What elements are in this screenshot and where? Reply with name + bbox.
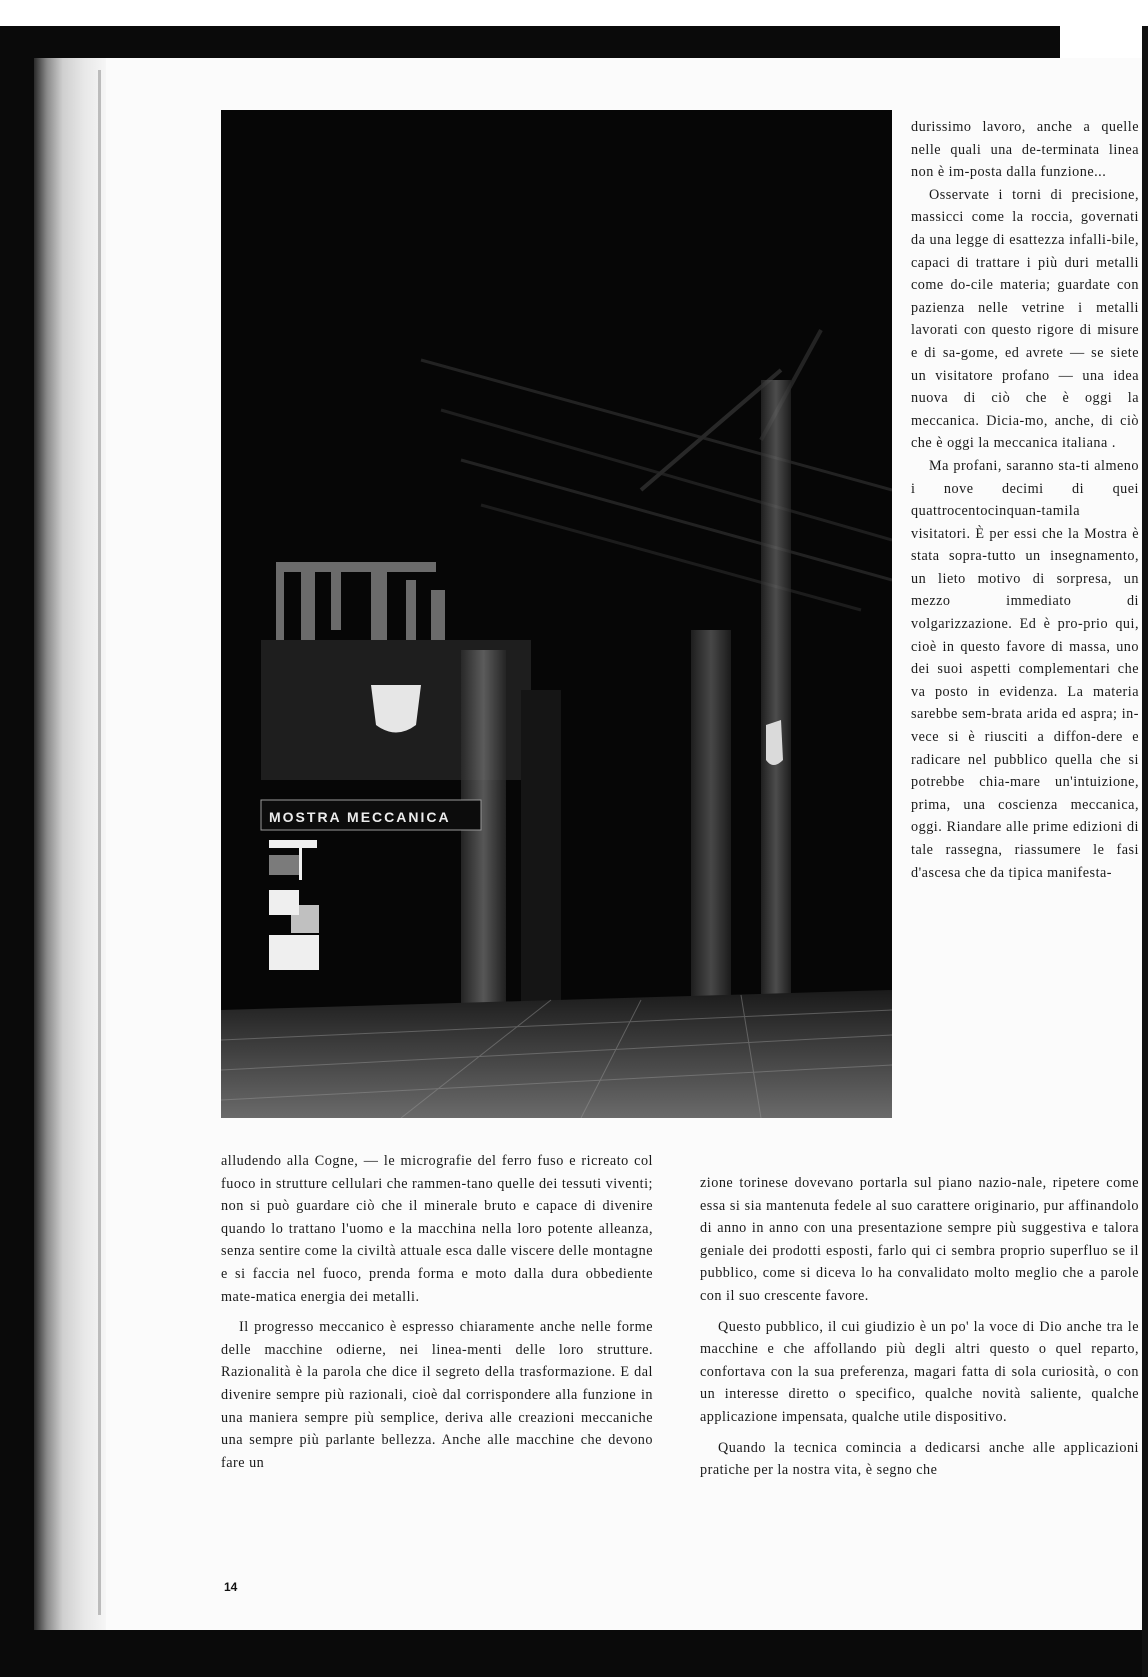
scan-border-right [1142, 26, 1148, 1677]
exhibition-photo [221, 110, 892, 1118]
page-edge [98, 70, 101, 1615]
scan-margin-top [0, 0, 1148, 28]
paragraph: Questo pubblico, il cui giudizio è un po' la voce di Dio anche tra le macchine e che affollando più degli altri questo o quel reparto, confortava con la sua preferenza, magari fatta di sola curiosità, o con un interesse diretto o specifico, qualche novità saliente, qualche applicazione impensata, qualche utile dispositivo. [700, 1318, 1139, 1425]
paragraph: zione torinese dovevano portarla sul piano nazio-nale, ripetere come essa si sia mantenuta fedele al suo carattere originario, pur affinandolo di anno in anno con una presentazione sempre più suggestiva e talora geniale dei prodotti esposti, farlo qui ci sembra proprio superfluo se il pubblico, come si diceva lo ha convalidato molto meglio che a parole con il suo crescente favore. [700, 1175, 1139, 1304]
scan-border-top [0, 26, 1060, 58]
paragraph: alludendo alla Cogne, — le micrografie del ferro fuso e ricreato col fuoco in strutture cellulari che rammen-tano quelle dei tessuti viventi; non si può guardare ciò che il minerale bruto e capace di divenire quando lo trattano l'uomo e la macchina nella loro potente alleanza, senza sentire come la civiltà attuale esca dalle viscere delle montagne e si faccia nel fuoco, prenda forma e moto dalla dura obbediente mate-matica energia dei metalli. [221, 1153, 653, 1305]
sign-text: MOSTRA MECCANICA [269, 809, 451, 825]
page-number: 14 [224, 1580, 238, 1594]
paragraph: Quando la tecnica comincia a dedicarsi anche alle applicazioni pratiche per la nostra vita, è segno che [700, 1439, 1139, 1479]
paragraph: Ma profani, saranno sta-ti almeno i nove decimi di quei quattrocentocinquan-tamila visitatori. È per essi che la Mostra è stata sopra-tutto un insegnamento, un lieto motivo di sorpresa, un mezzo immediato di volgarizzazione. Ed è pro-prio qui, cioè in questo favore di massa, uno dei suoi aspetti complementari che va posto in evidenza. La materia sarebbe sem-brata arida ed aspra; in-vece si è riusciti a diffon-dere e radicare nel pubblico quella che si potrebbe chia-mare un'intuizione, prima, una coscienza meccanica, oggi. Riandare alle prime edizioni di tale rassegna, riassumere le fasi d'ascesa che da tipica manifesta- [911, 457, 1139, 881]
text-column-right-top [911, 116, 1139, 884]
exhibition-photo-drawing [221, 110, 892, 1118]
text-column-right-bottom [700, 1172, 1139, 1482]
lamp-right [766, 720, 783, 765]
book-spine-shadow [34, 58, 106, 1630]
scan-border-left [0, 26, 34, 1677]
scan-border-bottom [0, 1630, 1148, 1677]
text-column-left-bottom [221, 1150, 653, 1474]
floor [221, 990, 892, 1118]
lamp-left [371, 685, 421, 733]
paragraph: Osservate i torni di precisione, massicci come la roccia, governati da una legge di esattezza infalli-bile, capaci di trattare i più duri metalli come do-cile materia; guardate con pazienza nelle vetrine i metalli lavorati con questo rigore di misure e di sa-gome, ed avrete — se siete un visitatore profano — una idea nuova di ciò che è oggi la meccanica. Dicia-mo, anche, di ciò che è oggi la meccanica italiana . [911, 186, 1139, 452]
paragraph: durissimo lavoro, anche a quelle nelle quali una de-terminata linea non è im-posta dalla funzione... [911, 119, 1139, 181]
paragraph: Il progresso meccanico è espresso chiaramente anche nelle forme delle macchine odierne, nei linea-menti delle loro strutture. Razionalità è la parola che dice il segreto della trasformazione. E dal divenire sempre più razionali, cioè dal corrispondere alla funzione in una maniera sempre più semplice, deriva alle creazioni meccaniche una sempre più parlante bellezza. Anche alle macchine che devono fare un [221, 1319, 653, 1471]
